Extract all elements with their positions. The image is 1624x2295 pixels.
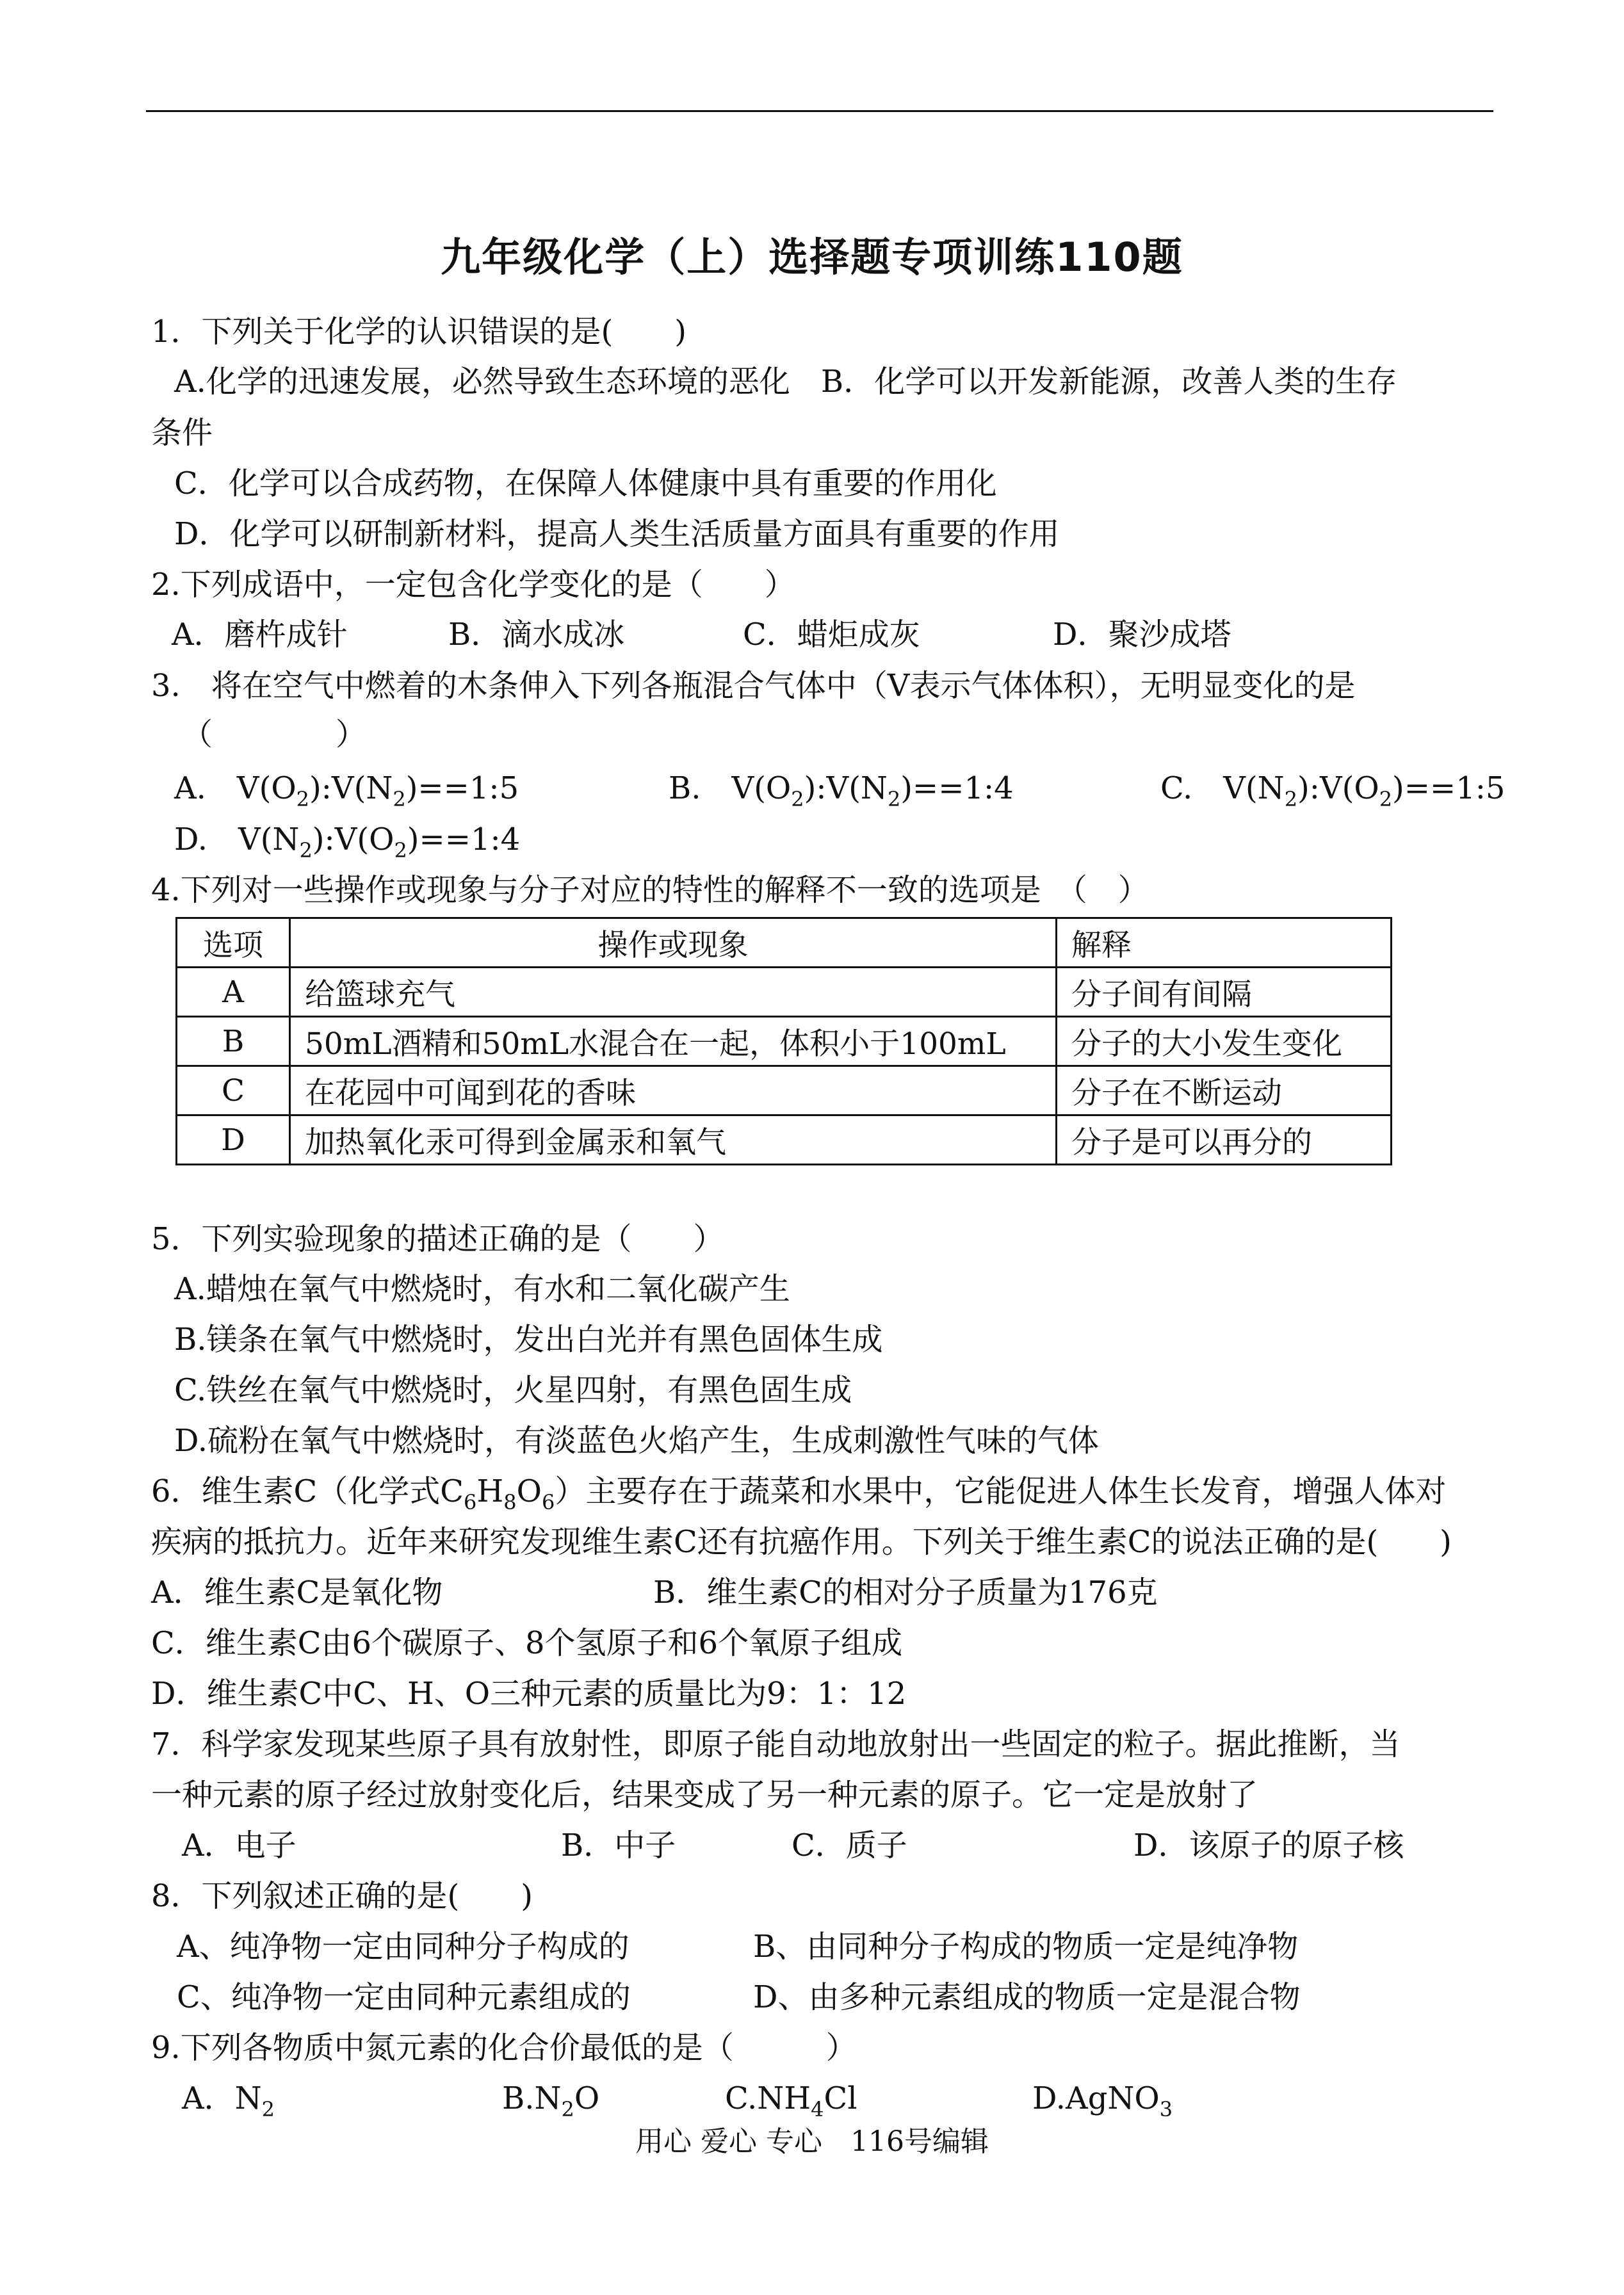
option-cell: A — [177, 968, 290, 1017]
q7-option-c: C．质子 — [792, 1828, 907, 1863]
q2-option-d: D．聚沙成塔 — [1053, 617, 1231, 653]
q2-option-b: B．滴水成冰 — [448, 617, 625, 653]
q3-option-c: C. $V(N_2):V(O_2)==1:5$ — [1160, 770, 1506, 811]
q2-stem: 2.下列成语中，一定包含化学变化的是（ ） — [151, 567, 795, 603]
header-rule — [146, 110, 1493, 112]
explanation-cell: 分子间有间隔 — [1057, 968, 1392, 1017]
q6-option-a: A．维生素C是氧化物 — [151, 1575, 443, 1610]
q8-option-b: B、由同种分子构成的物质一定是纯净物 — [753, 1929, 1299, 1965]
q6-stem: 6．维生素C（化学式$C_6H_8O_6$）主要存在于蔬菜和水果中，它能促进人体生长发育，增强人体对 — [151, 1473, 1447, 1514]
q8-option-c: C、纯净物一定由同种元素组成的 — [177, 1979, 631, 2015]
q5-option-d: D.硫粉在氧气中燃烧时，有淡蓝色火焰产生，生成刺激性气味的气体 — [174, 1423, 1100, 1459]
q6-option-d: D．维生素C中C、H、O三种元素的质量比为9：1：12 — [151, 1676, 907, 1712]
q5-option-c: C.铁丝在氧气中燃烧时，火星四射，有黑色固生成 — [174, 1372, 852, 1408]
q9-option-a: A．$N_2$ — [182, 2080, 275, 2121]
q3-option-a: A. $V(O_2):V(N_2)==1:5$ — [174, 770, 519, 811]
q3-paren: （ ） — [182, 717, 367, 752]
q7-stem-cont: 一种元素的原子经过放射变化后，结果变成了另一种元素的原子。它一定是放射了 — [151, 1777, 1258, 1813]
operation-cell: 加热氧化汞可得到金属汞和氧气 — [290, 1115, 1057, 1165]
header-cell: 操作或现象 — [290, 918, 1057, 968]
q5-option-b: B.镁条在氧气中燃烧时，发出白光并有黑色固体生成 — [174, 1322, 883, 1358]
q1-option-c: C．化学可以合成药物，在保障人体健康中具有重要的作用化 — [174, 466, 997, 501]
header-cell: 选项 — [177, 918, 290, 968]
table-row — [177, 1017, 1392, 1066]
q5-option-a: A.蜡烛在氧气中燃烧时，有水和二氧化碳产生 — [174, 1271, 790, 1307]
q6-stem-cont: 疾病的抵抗力。近年来研究发现维生素C还有抗癌作用。下列关于维生素C的说法正确的是( ) — [151, 1524, 1452, 1560]
q1-stem: 1．下列关于化学的认识错误的是( ) — [151, 314, 686, 350]
q6-option-c: C．维生素C由6个碳原子、8个氢原子和6个氧原子组成 — [151, 1625, 903, 1661]
option-cell: C — [177, 1066, 290, 1115]
q7-option-d: D．该原子的原子核 — [1133, 1828, 1404, 1863]
q2-option-c: C．蜡炬成灰 — [743, 617, 920, 653]
table-row — [177, 968, 1392, 1017]
q1-option-ab: A.化学的迅速发展，必然导致生态环境的恶化 B．化学可以开发新能源，改善人类的生存 — [174, 364, 1397, 400]
page-title: 九年级化学（上）选择题专项训练110题 — [441, 234, 1183, 280]
q5-stem: 5．下列实验现象的描述正确的是（ ） — [151, 1221, 724, 1257]
table-header-row — [177, 918, 1392, 968]
q3-option-b: B. $V(O_2):V(N_2)==1:4$ — [669, 770, 1014, 811]
table-row — [177, 1115, 1392, 1165]
explanation-cell: 分子是可以再分的 — [1057, 1115, 1392, 1165]
option-cell: D — [177, 1115, 290, 1165]
q4-table — [175, 917, 1392, 1165]
q2-option-a: A．磨杵成针 — [172, 617, 348, 653]
option-cell: B — [177, 1017, 290, 1066]
header-cell: 解释 — [1057, 918, 1392, 968]
operation-cell: 给篮球充气 — [290, 968, 1057, 1017]
explanation-cell: 分子的大小发生变化 — [1057, 1017, 1392, 1066]
q3-stem: 3. 将在空气中燃着的木条伸入下列各瓶混合气体中（V表示气体体积），无明显变化的是 — [151, 668, 1356, 704]
q1-option-ab-cont: 条件 — [151, 415, 213, 451]
operation-cell: 50mL酒精和50mL水混合在一起，体积小于100mL — [290, 1017, 1057, 1066]
q7-stem: 7．科学家发现某些原子具有放射性，即原子能自动地放射出一些固定的粒子。据此推断，当 — [151, 1726, 1401, 1762]
q6-option-b: B．维生素C的相对分子质量为176克 — [653, 1575, 1158, 1610]
q8-option-d: D、由多种元素组成的物质一定是混合物 — [753, 1979, 1301, 2015]
operation-cell: 在花园中可闻到花的香味 — [290, 1066, 1057, 1115]
q8-stem: 8．下列叙述正确的是( ) — [151, 1878, 533, 1914]
explanation-cell: 分子在不断运动 — [1057, 1066, 1392, 1115]
q9-stem: 9.下列各物质中氮元素的化合价最低的是（ ） — [151, 2030, 857, 2066]
q3-option-d: D. $V(N_2):V(O_2)==1:4$ — [174, 822, 521, 863]
q9-option-d: D.AgNO$_3$ — [1032, 2080, 1173, 2121]
q9-option-b: $B.N_2O$ — [502, 2080, 600, 2121]
page-footer: 用心 爱心 专心 116号编辑 — [635, 2125, 989, 2158]
q9-option-c: $C.NH_4Cl$ — [725, 2080, 857, 2121]
q4-stem: 4.下列对一些操作或现象与分子对应的特性的解释不一致的选项是 （ ） — [151, 872, 1149, 908]
q1-option-d: D．化学可以研制新材料，提高人类生活质量方面具有重要的作用 — [174, 516, 1060, 552]
q7-option-a: A．电子 — [182, 1828, 296, 1863]
table-row — [177, 1066, 1392, 1115]
q7-option-b: B．中子 — [561, 1828, 676, 1863]
q8-option-a: A、纯净物一定由同种分子构成的 — [177, 1929, 629, 1965]
